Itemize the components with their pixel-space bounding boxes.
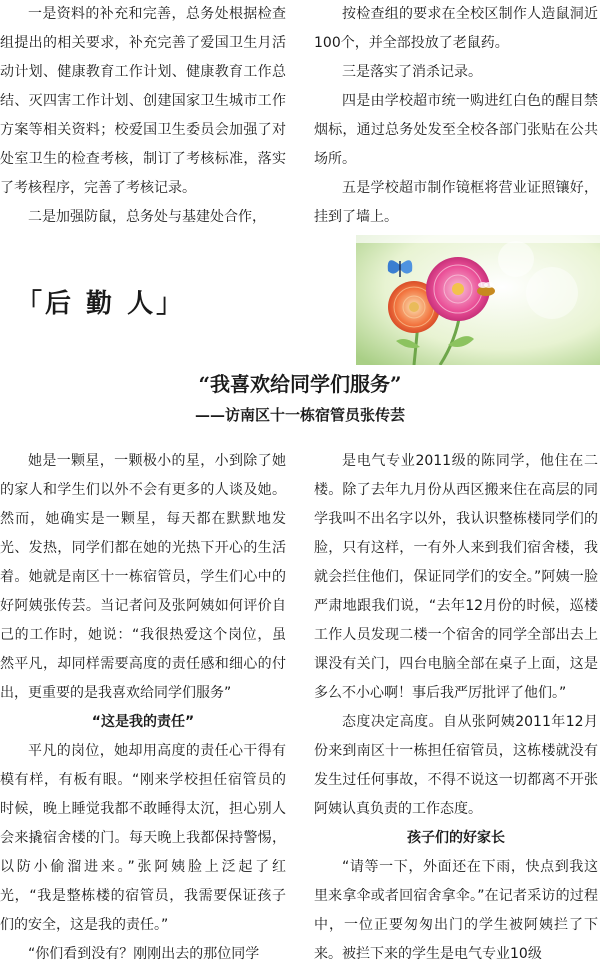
bottom-right-column xyxy=(314,447,598,969)
paragraph: 态度决定高度。自从张阿姨2011年12月份来到南区十一栋担任宿管员，这栋楼就没有发生过任何事故，不得不说这一切都离不开张阿姨认真负责的工作态度。 xyxy=(314,714,598,817)
paragraph: 三是落实了消杀记录。 xyxy=(342,64,482,80)
flower-image xyxy=(356,235,600,365)
section-heading: “这是我的责任” xyxy=(91,714,195,730)
paragraph: 按检查组的要求在全校区制作人造鼠洞近100个，并全部投放了老鼠药。 xyxy=(314,6,598,51)
section-heading: 孩子们的好家长 xyxy=(407,830,505,846)
paragraph: 二是加强防鼠，总务处与基建处合作， xyxy=(28,209,266,225)
paragraph: 五是学校超市制作镜框将营业证照镶好，挂到了墙上。 xyxy=(314,180,598,225)
paragraph: 她是一颗星，一颗极小的星，小到除了她的家人和学生们以外不会有更多的人谈及她。然而，她确实是一颗星，每天都在默默地发光、发热，同学们都在她的光热下开心的生活着。她就是南区十一栋宿管员，学生们心中的好阿姨张传芸。当记者问及张阿姨如何评价自己的工作时，她说：“我很热爱这个岗位，虽然平凡，却同样需要高度的责任感和细心的付出，更重要的是我喜欢给同学们服务” xyxy=(0,453,286,701)
paragraph: “你们看到没有？刚刚出去的那位同学 xyxy=(28,946,260,962)
paragraph: “请等一下，外面还在下雨，快点到我这里来拿伞或者回宿舍拿伞。”在记者采访的过程中，一位正要匆匆出门的学生被阿姨拦了下来。被拦下来的学生是电气专业10级 xyxy=(314,859,598,962)
bottom-left-column xyxy=(0,447,286,969)
paragraph: 平凡的岗位，她却用高度的责任心干得有模有样，有板有眼。“刚来学校担任宿管员的时候，晚上睡觉我都不敢睡得太沉，担心别人会来撬宿舍楼的门。每天晚上我都保持警惕，以防小偷溜进来。”张阿姨脸上泛起了红光，“我是整栋楼的宿管员，我需要保证孩子们的安全，这是我的责任。” xyxy=(0,743,286,933)
article-title: “我喜欢给同学们服务” xyxy=(198,372,402,396)
top-left-column xyxy=(0,0,286,232)
section-label: 「后 勤 人」 xyxy=(16,289,186,319)
top-right-column xyxy=(314,0,598,232)
paragraph: 一是资料的补充和完善，总务处根据检查组提出的相关要求，补充完善了爱国卫生月活动计划、健康教育工作计划、健康教育工作总结、灭四害工作计划、创建国家卫生城市工作方案等相关资料；校爱国卫生委员会加强了对处室卫生的检查考核，制订了考核标准，落实了考核程序，完善了考核记录。 xyxy=(0,6,286,196)
paragraph: 四是由学校超市统一购进红白色的醒目禁烟标，通过总务处发至全校各部门张贴在公共场所。 xyxy=(314,93,598,167)
article-subtitle: ——访南区十一栋宿管员张传芸 xyxy=(194,406,405,424)
paragraph: 是电气专业2011级的陈同学，他住在二楼。除了去年九月份从西区搬来住在高层的同学我叫不出名字以外，我认识整栋楼同学们的脸，只有这样，一有外人来到我们宿舍楼，我就会拦住他们，保证同学们的安全。”阿姨一脸严肃地跟我们说，“去年12月份的时候，巡楼工作人员发现二楼一个宿舍的同学全部出去上课没有关门，四台电脑全部在桌子上面，这是多么不小心啊！事后我严厉批评了他们。” xyxy=(314,453,598,701)
